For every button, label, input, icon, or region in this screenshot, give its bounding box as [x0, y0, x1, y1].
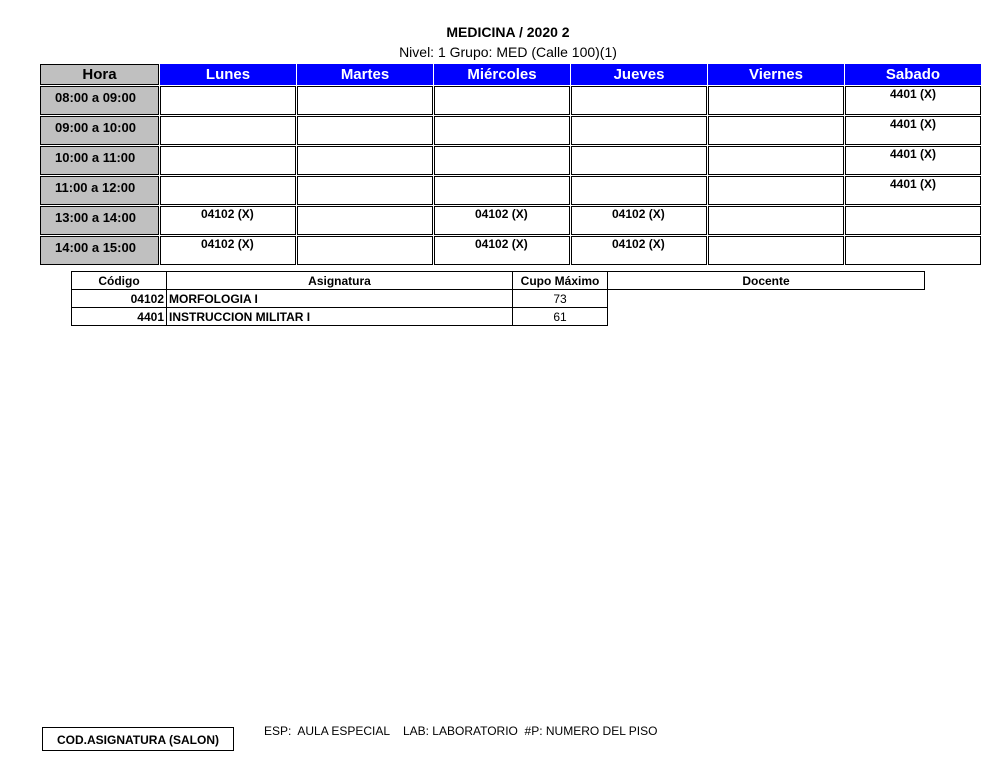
page-subtitle: Nivel: 1 Grupo: MED (Calle 100)(1)	[399, 44, 617, 60]
schedule-slot: 04102 (X)	[160, 206, 296, 235]
course-docente	[608, 308, 925, 326]
schedule-slot	[297, 206, 433, 235]
day-header: Martes	[297, 64, 433, 85]
schedule-slot: 04102 (X)	[434, 236, 570, 265]
schedule-row	[40, 116, 982, 145]
hour-cell: 11:00 a 12:00	[40, 176, 159, 205]
schedule-slot	[571, 176, 707, 205]
schedule-slot	[708, 146, 844, 175]
schedule-slot	[571, 86, 707, 115]
schedule-row	[40, 176, 982, 205]
schedule-header-row	[40, 64, 982, 85]
course-name: MORFOLOGIA I	[167, 290, 513, 308]
page-title: MEDICINA / 2020 2	[446, 24, 570, 40]
hour-cell: 09:00 a 10:00	[40, 116, 159, 145]
schedule-slot	[708, 206, 844, 235]
schedule-row	[40, 206, 982, 235]
course-name: INSTRUCCION MILITAR I	[167, 308, 513, 326]
day-header: Viernes	[708, 64, 844, 85]
course-code: 04102	[72, 290, 167, 308]
schedule-grid	[40, 64, 982, 265]
schedule-slot	[845, 236, 981, 265]
schedule-row	[40, 146, 982, 175]
schedule-slot: 4401 (X)	[845, 176, 981, 205]
schedule-row	[40, 236, 982, 265]
legend-text: ESP: AULA ESPECIAL LAB: LABORATORIO #P: NUMERO DEL PISO	[264, 724, 658, 738]
day-header: Lunes	[160, 64, 296, 85]
course-cupo: 73	[513, 290, 608, 308]
courses-header-row	[72, 272, 925, 290]
schedule-slot	[845, 206, 981, 235]
schedule-row	[40, 86, 982, 115]
hour-cell: 10:00 a 11:00	[40, 146, 159, 175]
table-row	[72, 308, 925, 326]
legend-box: COD.ASIGNATURA (SALON)	[42, 727, 234, 751]
hour-column-header: Hora	[40, 64, 159, 85]
schedule-slot	[434, 116, 570, 145]
hour-cell: 14:00 a 15:00	[40, 236, 159, 265]
schedule-slot	[160, 146, 296, 175]
schedule-slot	[571, 146, 707, 175]
day-header: Sabado	[845, 64, 981, 85]
schedule-slot	[297, 146, 433, 175]
schedule-slot	[160, 86, 296, 115]
schedule-slot: 4401 (X)	[845, 146, 981, 175]
course-code: 4401	[72, 308, 167, 326]
schedule-slot: 04102 (X)	[434, 206, 570, 235]
schedule-slot	[160, 116, 296, 145]
schedule-slot: 4401 (X)	[845, 116, 981, 145]
schedule-slot	[571, 116, 707, 145]
schedule-slot	[434, 176, 570, 205]
schedule-slot	[297, 116, 433, 145]
schedule-slot	[708, 176, 844, 205]
col-header-codigo: Código	[72, 272, 167, 290]
schedule-slot	[297, 236, 433, 265]
col-header-cupo: Cupo Máximo	[513, 272, 608, 290]
table-row	[72, 290, 925, 308]
schedule-slot	[708, 116, 844, 145]
col-header-docente: Docente	[608, 272, 925, 290]
schedule-slot	[434, 86, 570, 115]
schedule-slot	[297, 176, 433, 205]
schedule-slot: 4401 (X)	[845, 86, 981, 115]
schedule-slot	[434, 146, 570, 175]
hour-cell: 08:00 a 09:00	[40, 86, 159, 115]
course-cupo: 61	[513, 308, 608, 326]
day-header: Miércoles	[434, 64, 570, 85]
schedule-slot: 04102 (X)	[160, 236, 296, 265]
schedule-slot: 04102 (X)	[571, 206, 707, 235]
schedule-slot	[708, 236, 844, 265]
course-docente	[608, 290, 925, 308]
courses-table	[71, 271, 925, 326]
schedule-slot	[160, 176, 296, 205]
col-header-asignatura: Asignatura	[167, 272, 513, 290]
hour-cell: 13:00 a 14:00	[40, 206, 159, 235]
schedule-slot	[297, 86, 433, 115]
day-header: Jueves	[571, 64, 707, 85]
schedule-body	[40, 86, 982, 265]
schedule-slot	[708, 86, 844, 115]
schedule-slot: 04102 (X)	[571, 236, 707, 265]
